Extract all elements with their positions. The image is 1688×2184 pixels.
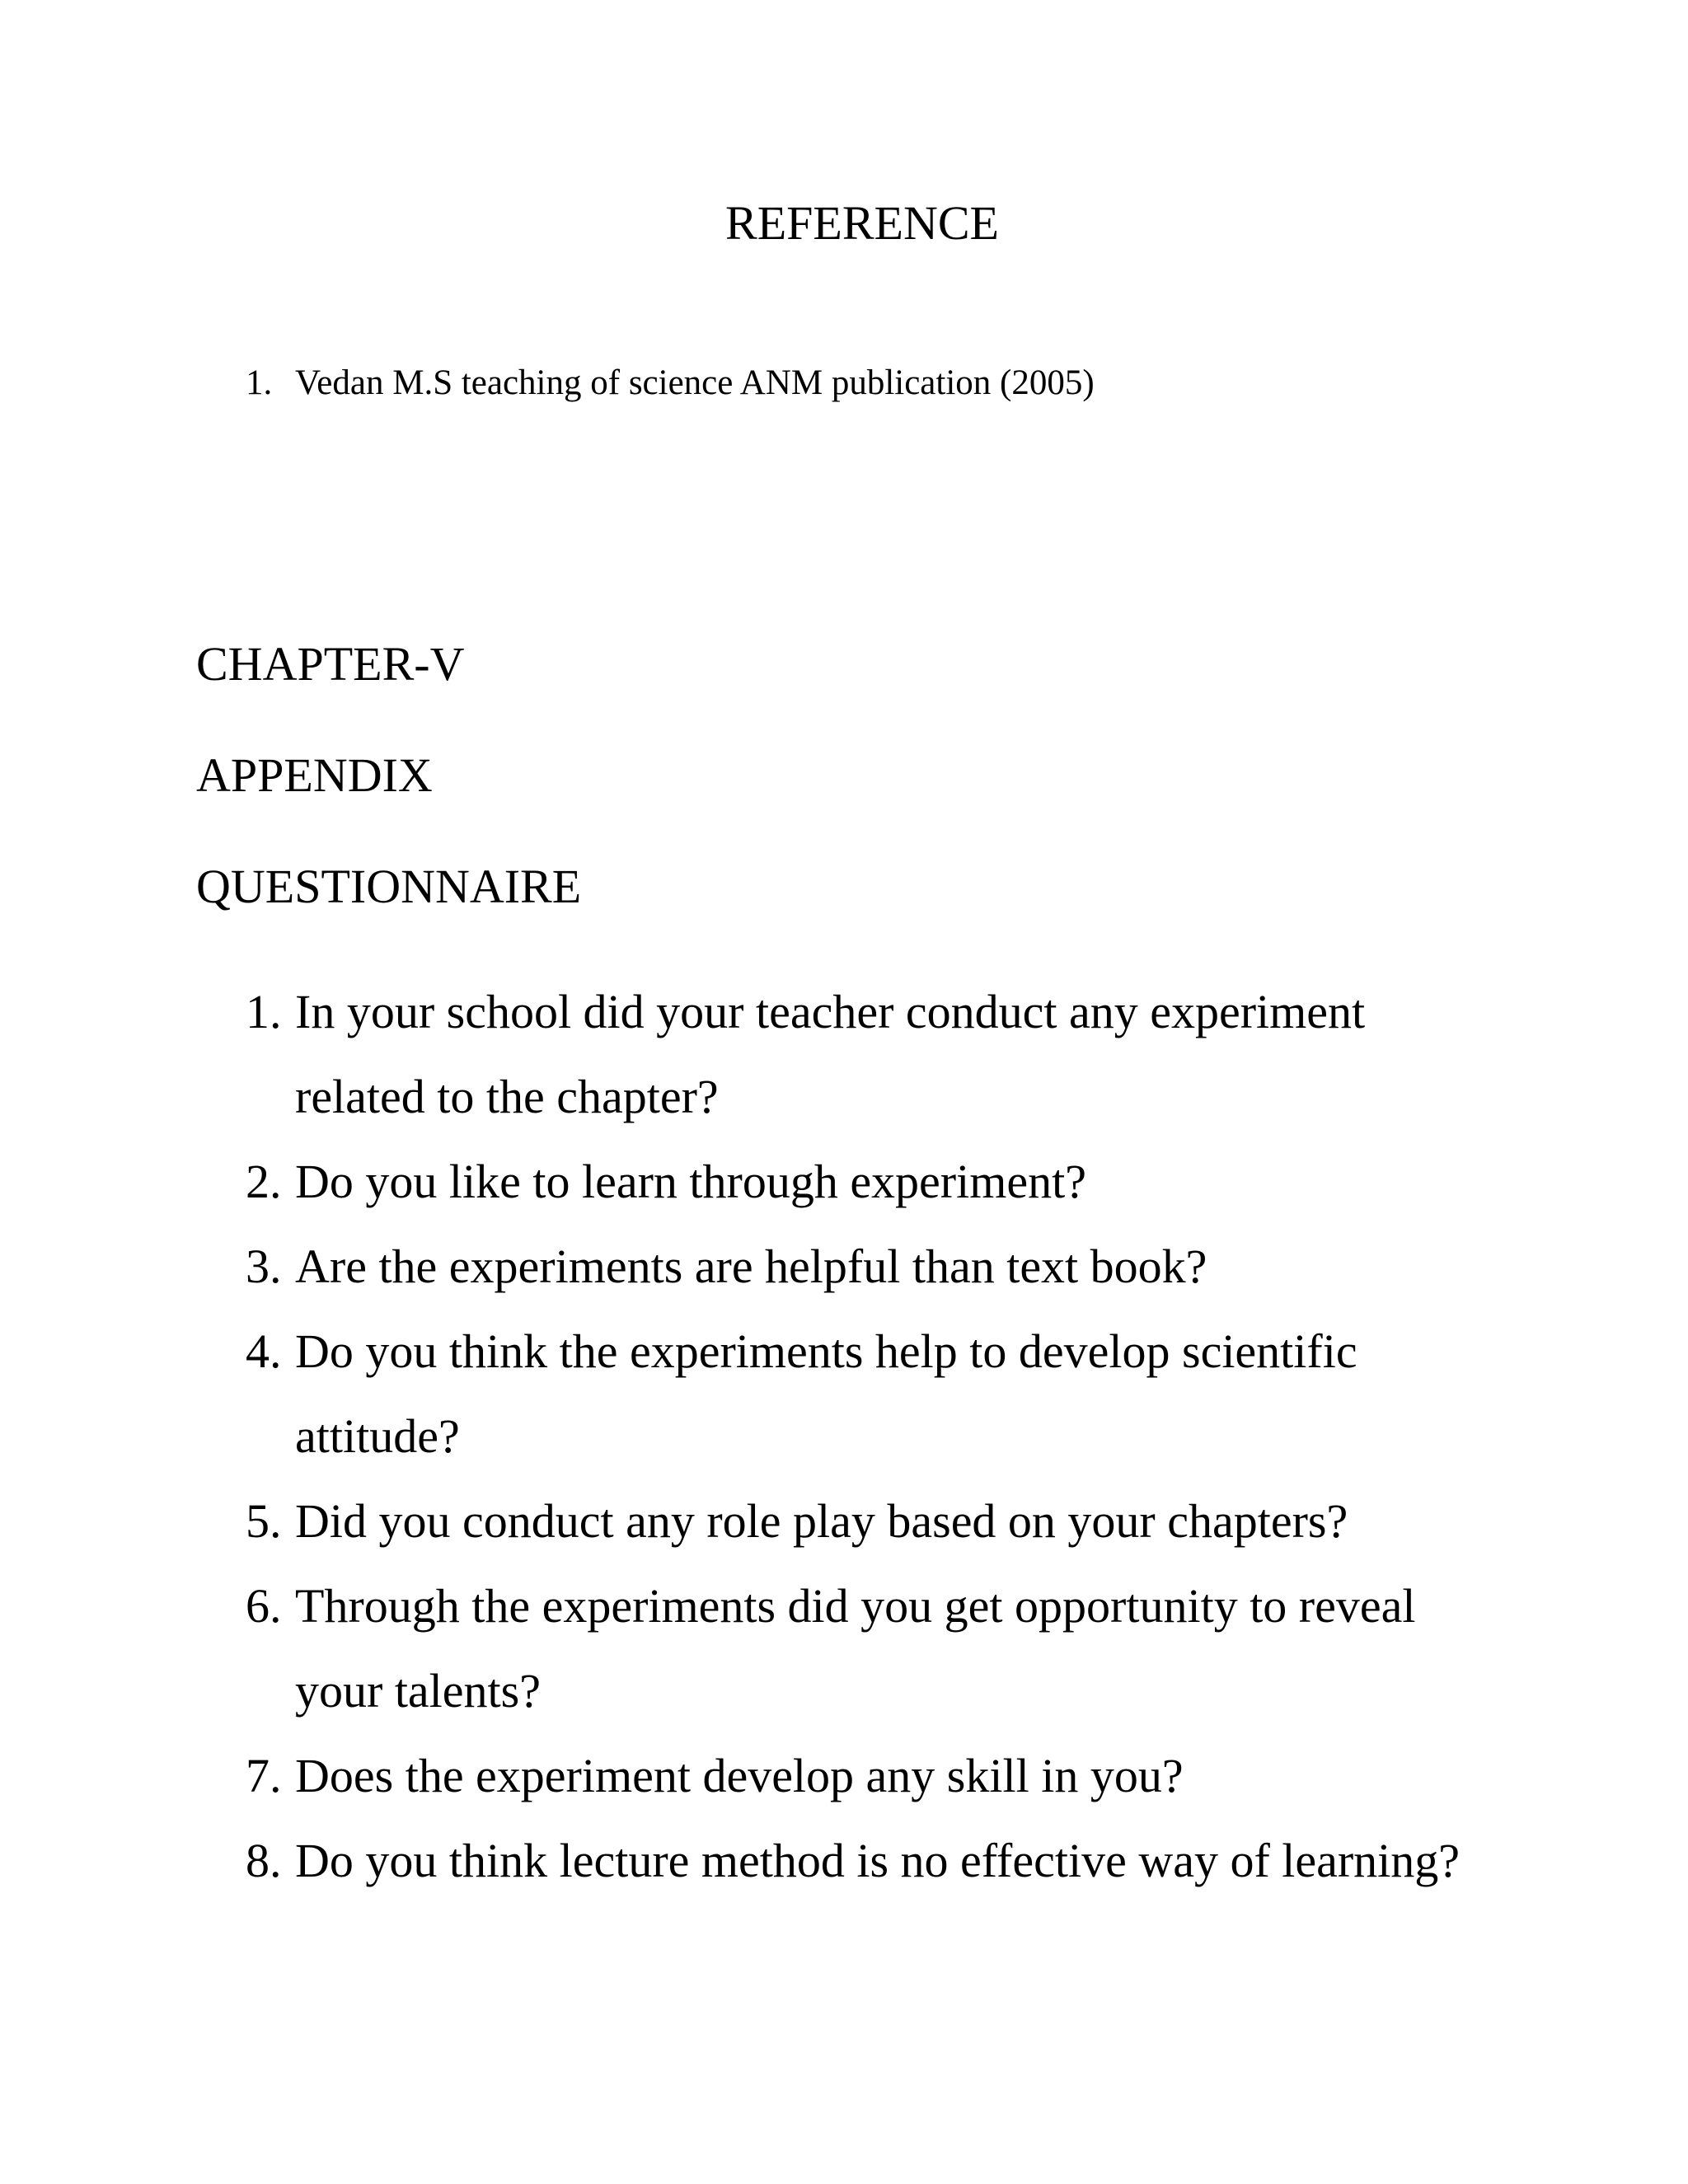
question-text: Do you like to learn through experiment? (295, 1155, 1086, 1208)
reference-item-number: 1. (246, 363, 273, 402)
question-number: 4. (246, 1324, 282, 1378)
question-text: Do you think the experiments help to develop scientific attitude? (295, 1324, 1357, 1463)
reference-title: REFERENCE (725, 196, 999, 250)
question-item-6 (246, 1563, 1482, 1733)
question-text: Does the experiment develop any skill in you? (295, 1749, 1184, 1802)
reference-item (246, 360, 1095, 406)
question-number: 7. (246, 1749, 282, 1802)
question-number: 1. (246, 985, 282, 1038)
question-text: Through the experiments did you get opportunity to reveal your talents? (295, 1579, 1416, 1718)
question-text: Do you think lecture method is no effective way of learning? (295, 1834, 1461, 1887)
question-item-3 (246, 1224, 1482, 1309)
question-item-5 (246, 1479, 1482, 1563)
reference-list (246, 360, 1095, 406)
reference-item-text: Vedan M.S teaching of science ANM publication (2005) (295, 363, 1095, 402)
question-list (246, 969, 1482, 1903)
chapter-heading: CHAPTER-V (196, 637, 465, 691)
question-number: 3. (246, 1240, 282, 1293)
questionnaire-heading: QUESTIONNAIRE (196, 860, 582, 913)
question-item-1 (246, 969, 1482, 1139)
question-number: 5. (246, 1494, 282, 1548)
question-item-2 (246, 1139, 1482, 1224)
appendix-heading: APPENDIX (196, 748, 433, 802)
question-text: In your school did your teacher conduct any experiment related to the chapter? (295, 985, 1366, 1123)
question-text: Did you conduct any role play based on your chapters? (295, 1494, 1348, 1548)
question-item-7 (246, 1733, 1482, 1818)
question-number: 6. (246, 1579, 282, 1633)
question-text: Are the experiments are helpful than text book? (295, 1240, 1207, 1293)
question-item-4 (246, 1309, 1482, 1479)
question-item-8 (246, 1818, 1482, 1903)
question-number: 8. (246, 1834, 282, 1887)
question-number: 2. (246, 1155, 282, 1208)
